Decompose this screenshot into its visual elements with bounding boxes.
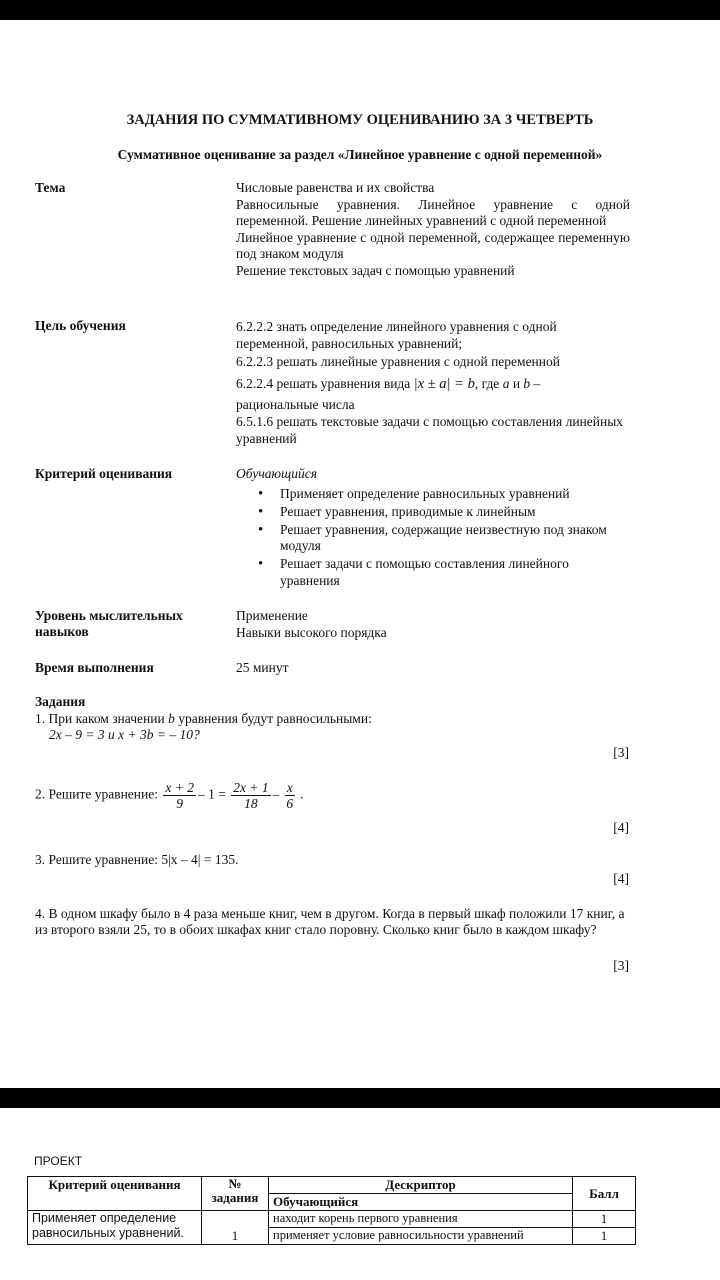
topic-label: Тема bbox=[35, 180, 66, 195]
table-header-row bbox=[28, 1177, 636, 1194]
document-page-2 bbox=[0, 1108, 720, 1280]
topic-line: Числовые равенства и их свойства bbox=[236, 180, 435, 195]
goal-line-formula: 6.2.2.4 решать уравнения вида |x ± a| = b, где a и b – bbox=[236, 376, 541, 392]
document-page-1 bbox=[0, 20, 720, 1088]
criteria-value bbox=[236, 466, 630, 591]
topic-line: Линейное уравнение с одной переменной, содержащее переменную под знаком модуля bbox=[236, 229, 630, 261]
task-4-score: [3] bbox=[613, 958, 629, 973]
header-learner: Обучающийся bbox=[269, 1194, 573, 1211]
criteria-item: • Решает уравнения, содержащие неизвестную под знаком модуля bbox=[236, 522, 630, 555]
task-1-equations: 2x – 9 = 3 и x + 3b = – 10? bbox=[49, 727, 200, 742]
goal-line: 6.5.1.6 решать текстовые задачи с помощью составления линейных уравнений bbox=[236, 414, 624, 446]
task-1-score: [3] bbox=[613, 745, 629, 760]
row-descriptor: находит корень первого уравнения bbox=[269, 1211, 573, 1228]
row-criterion: Применяет определение равносильных уравнений. bbox=[28, 1211, 202, 1245]
row-score: 1 bbox=[573, 1211, 636, 1228]
row-descriptor: применяет условие равносильности уравнений bbox=[269, 1228, 573, 1245]
fraction: $\frac{x}{6}$ bbox=[286, 780, 294, 811]
task-3-score: [4] bbox=[613, 871, 629, 886]
topic-value bbox=[236, 180, 630, 279]
task-2-score: [4] bbox=[613, 820, 629, 835]
criteria-intro: Обучающийся bbox=[236, 466, 318, 481]
project-label: ПРОЕКТ bbox=[34, 1154, 83, 1168]
fraction: $\frac{x + 2}{9}$ bbox=[165, 780, 194, 811]
table-row bbox=[28, 1211, 636, 1228]
tasks-heading: Задания bbox=[35, 694, 86, 709]
criteria-label: Критерий оценивания bbox=[35, 466, 173, 481]
level-line: Применение bbox=[236, 608, 308, 623]
level-line: Навыки высокого порядка bbox=[236, 624, 387, 640]
task-2: 2. Решите уравнение: $\frac{x + 2}{9}$ – 1 = $\frac{2x + 1}{18}$ – $\frac{x}{6}$ . bbox=[35, 780, 304, 811]
level-label: Уровень мыслительных навыков bbox=[35, 608, 183, 639]
assessment-table bbox=[27, 1176, 636, 1245]
goal-line: 6.2.2.3 решать линейные уравнения с одной переменной bbox=[236, 354, 560, 369]
document-title: ЗАДАНИЯ ПО СУММАТИВНОМУ ОЦЕНИВАНИЮ ЗА 3 ЧЕТВЕРТЬ bbox=[126, 112, 594, 128]
task-1: 1. При каком значении b уравнения будут равносильными: 2x – 9 = 3 и x + 3b = – 10? bbox=[35, 711, 630, 743]
criteria-list bbox=[236, 486, 630, 590]
task-4: 4. В одном шкафу было в 4 раза меньше книг, чем в другом. Когда в первый шкаф положили 17 книг, а из второго взяли 25, то в обоих шкафах книг стало поровну. Сколько книг было в каждом шкафу? bbox=[35, 906, 625, 937]
fraction: $\frac{2x + 1}{18}$ bbox=[233, 780, 269, 811]
row-score: 1 bbox=[573, 1228, 636, 1245]
task-3: 3. Решите уравнение: 5|x – 4| = 135. bbox=[35, 852, 239, 867]
goal-value bbox=[236, 318, 630, 447]
goal-line: рациональные числа bbox=[236, 397, 355, 412]
header-score: Балл bbox=[573, 1177, 636, 1211]
row-task-number: 1 bbox=[202, 1211, 269, 1245]
time-label: Время выполнения bbox=[35, 660, 154, 675]
level-value bbox=[236, 608, 630, 641]
time-value: 25 минут bbox=[236, 660, 289, 675]
criteria-item: • Решает задачи с помощью составления линейного уравнения bbox=[236, 556, 630, 589]
document-subtitle: Суммативное оценивание за раздел «Линейное уравнение с одной переменной» bbox=[117, 147, 603, 162]
header-task-number: № задания bbox=[202, 1177, 269, 1211]
criteria-item: • Решает уравнения, приводимые к линейным bbox=[236, 504, 630, 521]
criteria-item: • Применяет определение равносильных уравнений bbox=[236, 486, 630, 503]
header-descriptor: Дескриптор bbox=[269, 1177, 573, 1194]
modulus-formula: |x ± a| = b bbox=[413, 376, 475, 392]
goal-label: Цель обучения bbox=[35, 318, 126, 333]
topic-line: Равносильные уравнения. Линейное уравнение с одной переменной. Решение линейных уравнений с одной переменной bbox=[236, 196, 630, 228]
topic-line: Решение текстовых задач с помощью уравнений bbox=[236, 262, 515, 278]
header-criterion: Критерий оценивания bbox=[28, 1177, 202, 1211]
goal-line: 6.2.2.2 знать определение линейного уравнения с одной переменной, равносильных уравнений; bbox=[236, 319, 557, 351]
